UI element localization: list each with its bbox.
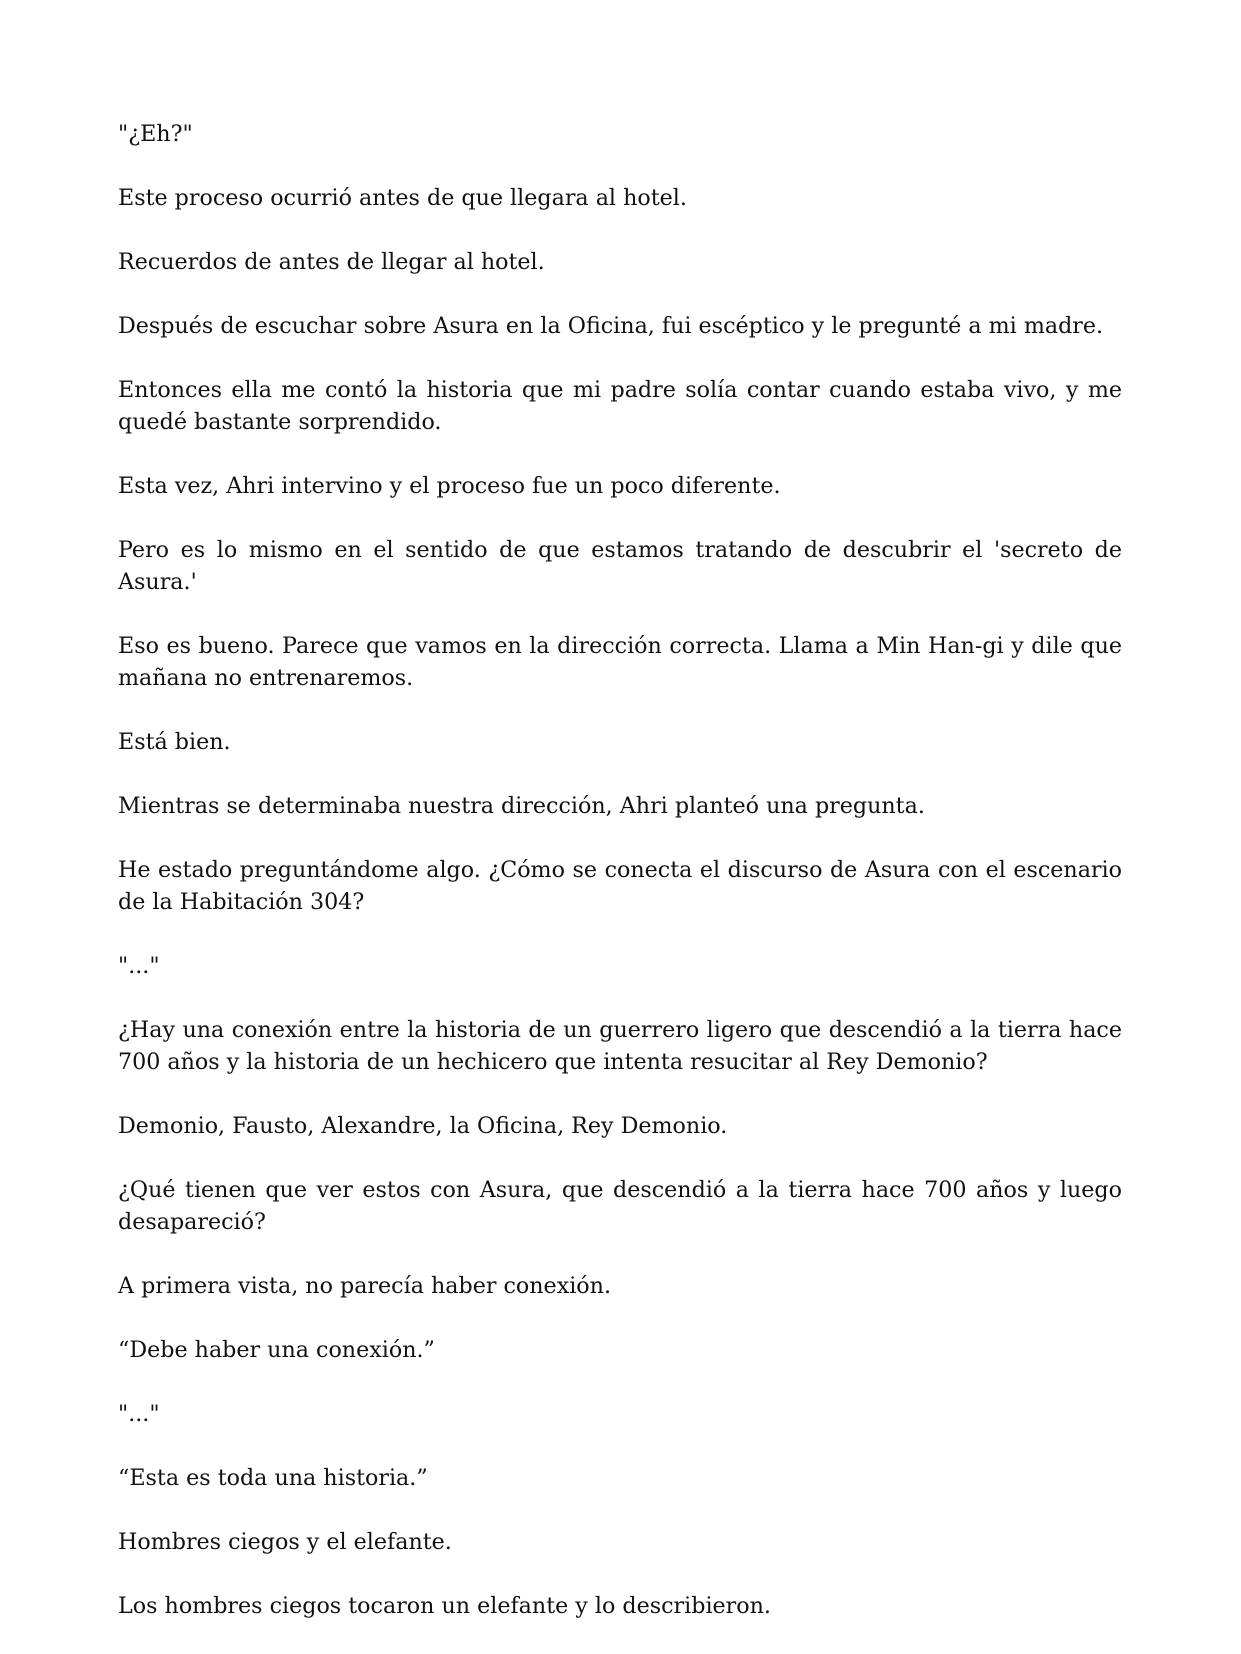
paragraph: “Debe haber una conexión.”	[118, 1337, 435, 1363]
paragraph: Demonio, Fausto, Alexandre, la Oficina, Rey Demonio.	[118, 1113, 728, 1139]
paragraph: "..."	[118, 1401, 160, 1427]
paragraph: A primera vista, no parecía haber conexión.	[118, 1273, 612, 1299]
paragraph: Pero es lo mismo en el sentido de que estamos tratando de descubrir el 'secreto de Asura.'	[118, 537, 1122, 595]
paragraph: Hombres ciegos y el elefante.	[118, 1529, 452, 1555]
paragraph: "..."	[118, 953, 160, 979]
paragraph: “Esta es toda una historia.”	[118, 1465, 428, 1491]
paragraph: "¿Eh?"	[118, 121, 193, 147]
paragraph: Esta vez, Ahri intervino y el proceso fue un poco diferente.	[118, 473, 781, 499]
paragraph: ¿Qué tienen que ver estos con Asura, que descendió a la tierra hace 700 años y luego desapareció?	[118, 1177, 1122, 1235]
paragraph: Los hombres ciegos tocaron un elefante y lo describieron.	[118, 1593, 771, 1619]
paragraph: Está bien.	[118, 729, 231, 755]
paragraph: Recuerdos de antes de llegar al hotel.	[118, 249, 545, 275]
paragraph: ¿Hay una conexión entre la historia de un guerrero ligero que descendió a la tierra hace 700 años y la historia de un hechicero que intenta resucitar al Rey Demonio?	[118, 1017, 1122, 1075]
paragraph: Este proceso ocurrió antes de que llegara al hotel.	[118, 185, 687, 211]
paragraph: He estado preguntándome algo. ¿Cómo se conecta el discurso de Asura con el escenario de la Habitación 304?	[118, 857, 1122, 915]
document-body	[118, 118, 1122, 1654]
paragraph: Entonces ella me contó la historia que mi padre solía contar cuando estaba vivo, y me quedé bastante sorprendido.	[118, 377, 1122, 435]
paragraph: Después de escuchar sobre Asura en la Oficina, fui escéptico y le pregunté a mi madre.	[118, 313, 1104, 339]
paragraph: Eso es bueno. Parece que vamos en la dirección correcta. Llama a Min Han-gi y dile que mañana no entrenaremos.	[118, 633, 1122, 691]
paragraph: Mientras se determinaba nuestra dirección, Ahri planteó una pregunta.	[118, 793, 925, 819]
